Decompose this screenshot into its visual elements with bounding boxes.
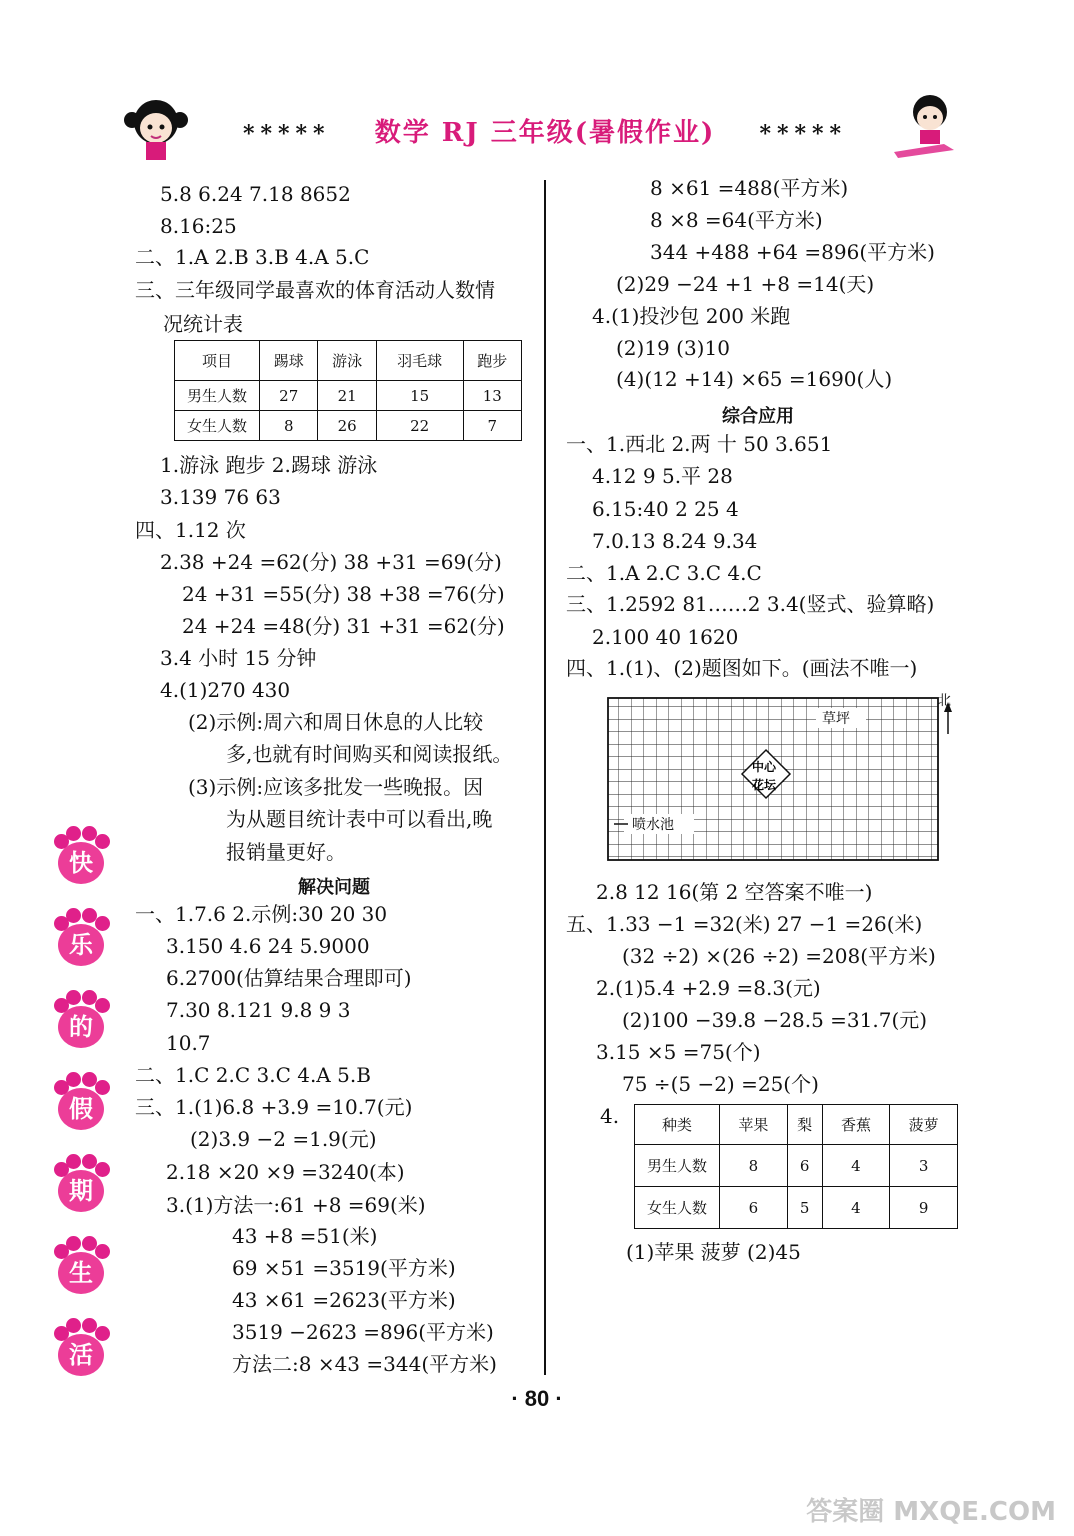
- watermark-text: 答案圈 MXQE.COM: [806, 1497, 1056, 1527]
- answer-line: 5.8 6.24 7.18 8652: [160, 182, 351, 206]
- table-cell: 22: [376, 411, 463, 441]
- answer-line: 24 +31 =55(分) 38 +38 =76(分): [182, 582, 505, 606]
- table-cell: 13: [463, 381, 521, 411]
- table-header-cell: 香蕉: [822, 1105, 890, 1145]
- answer-line: 1.游泳 跑步 2.踢球 游泳: [160, 453, 378, 477]
- page-number: · 80 ·: [511, 1386, 563, 1411]
- table-cell: 3: [890, 1145, 958, 1187]
- answer-line: 2.38 +24 =62(分) 38 +31 =69(分): [160, 550, 502, 574]
- answer-line: 二、1.A 2.C 3.C 4.C: [566, 561, 762, 585]
- table-cell: 9: [890, 1187, 958, 1229]
- paw-char: 假: [58, 1088, 104, 1130]
- table-header-cell: 项目: [175, 341, 260, 381]
- answer-line: 7.0.13 8.24 9.34: [592, 529, 758, 553]
- header-stars-right: *****: [759, 121, 848, 147]
- table-cell: 4: [822, 1145, 890, 1187]
- paw-char: 期: [58, 1170, 104, 1212]
- answer-line: 五、1.33 −1 =32(米) 27 −1 =26(米): [566, 912, 923, 936]
- table-cell: 女生人数: [635, 1187, 720, 1229]
- table-cell: 21: [318, 381, 376, 411]
- answer-line: 一、1.西北 2.两 十 50 3.651: [566, 432, 833, 456]
- table-cell: 女生人数: [175, 411, 260, 441]
- answer-line: (2)示例:周六和周日休息的人比较: [188, 710, 484, 734]
- header-title-row: [200, 112, 890, 149]
- paw-print-icon: [52, 1236, 112, 1298]
- paw-char: 生: [58, 1252, 104, 1294]
- table-header-cell: 跑步: [463, 341, 521, 381]
- map-label-flowerbed: 花坛: [752, 778, 777, 792]
- paw-char: 乐: [58, 924, 104, 966]
- answer-line: 43 +8 =51(米): [232, 1224, 378, 1248]
- answer-line: 报销量更好。: [226, 840, 346, 864]
- table-row: [635, 1187, 958, 1229]
- table-cell: 男生人数: [635, 1145, 720, 1187]
- answer-line: 4.(1)270 430: [160, 678, 291, 702]
- answer-line: 43 ×61 =2623(平方米): [232, 1288, 456, 1312]
- answer-line: (2)19 (3)10: [616, 336, 730, 360]
- answer-line: 344 +488 +64 =896(平方米): [650, 240, 935, 264]
- section-title-problem-solving: 解决问题: [298, 877, 370, 898]
- answer-line: 三、1.(1)6.8 +3.9 =10.7(元): [135, 1095, 413, 1119]
- table-row: [175, 411, 522, 441]
- answer-line: 二、1.A 2.B 3.B 4.A 5.C: [135, 245, 370, 269]
- answer-line: 3.(1)方法一:61 +8 =69(米): [166, 1193, 426, 1217]
- paw-print-icon: [52, 908, 112, 970]
- paw-char: 快: [58, 842, 104, 884]
- answer-line: (3)示例:应该多批发一些晚报。因: [188, 775, 484, 799]
- answer-line: 8.16:25: [160, 214, 237, 238]
- answer-line: (4)(12 +14) ×65 =1690(人): [616, 367, 893, 391]
- table-row: [635, 1145, 958, 1187]
- section-title-comprehensive: 综合应用: [722, 406, 794, 427]
- table-header-cell: 梨: [787, 1105, 822, 1145]
- answer-line: 69 ×51 =3519(平方米): [232, 1256, 456, 1280]
- answer-line: 3.4 小时 15 分钟: [160, 646, 317, 670]
- table-cell: 7: [463, 411, 521, 441]
- stats-table-fruits: [634, 1104, 958, 1229]
- answer-line: 三、三年级同学最喜欢的体育活动人数情: [135, 278, 495, 302]
- column-divider: [544, 180, 546, 1375]
- paw-print-icon: [52, 990, 112, 1052]
- answer-line: 2.100 40 1620: [592, 625, 739, 649]
- answer-line: 3519 −2623 =896(平方米): [232, 1320, 494, 1344]
- answer-line: 二、1.C 2.C 3.C 4.A 5.B: [135, 1063, 371, 1087]
- answer-line: 6.2700(估算结果合理即可): [166, 966, 412, 990]
- answer-line: 2.(1)5.4 +2.9 =8.3(元): [596, 976, 821, 1000]
- answer-line: 为从题目统计表中可以看出,晚: [226, 807, 493, 831]
- answer-line: 四、1.12 次: [135, 518, 246, 542]
- answer-line: 2.18 ×20 ×9 =3240(本): [166, 1160, 405, 1184]
- question-number: 4.: [600, 1104, 620, 1128]
- paw-print-icon: [52, 1072, 112, 1134]
- answer-line: 一、1.7.6 2.示例:30 20 30: [135, 902, 388, 926]
- table-cell: 15: [376, 381, 463, 411]
- answer-line: 8 ×61 =488(平方米): [650, 176, 849, 200]
- answer-line: 2.8 12 16(第 2 空答案不唯一): [596, 880, 873, 904]
- answer-line: 8 ×8 =64(平方米): [650, 208, 823, 232]
- answer-line: 三、1.2592 81……2 3.4(竖式、验算略): [566, 592, 935, 616]
- table-header-cell: 羽毛球: [376, 341, 463, 381]
- stats-table-sports: [174, 340, 522, 441]
- answer-line: (32 ÷2) ×(26 ÷2) =208(平方米): [622, 944, 936, 968]
- table-cell: 27: [260, 381, 318, 411]
- paw-print-icon: [52, 1154, 112, 1216]
- answer-line: (1)苹果 菠萝 (2)45: [626, 1240, 801, 1264]
- table-header-cell: 苹果: [720, 1105, 788, 1145]
- paw-print-icon: [52, 826, 112, 888]
- cartoon-girl-icon: [118, 94, 196, 164]
- answer-line: 3.15 ×5 =75(个): [596, 1040, 761, 1064]
- answer-line: 75 ÷(5 −2) =25(个): [622, 1072, 819, 1096]
- answer-line: 6.15:40 2 25 4: [592, 497, 739, 521]
- table-cell: 5: [787, 1187, 822, 1229]
- answer-line: 四、1.(1)、(2)题图如下。(画法不唯一): [566, 656, 918, 680]
- answer-line: 24 +24 =48(分) 31 +31 =62(分): [182, 614, 505, 638]
- answer-line: 10.7: [166, 1031, 211, 1055]
- table-cell: 6: [720, 1187, 788, 1229]
- table-cell: 8: [720, 1145, 788, 1187]
- watermark-logo: [806, 1491, 1056, 1528]
- map-label-grass: 草坪: [822, 711, 850, 727]
- table-header-cell: 游泳: [318, 341, 376, 381]
- header-title: 数学 RJ 三年级(暑假作业): [374, 118, 716, 148]
- answer-line: 方法二:8 ×43 =344(平方米): [232, 1352, 497, 1376]
- table-cell: 8: [260, 411, 318, 441]
- answer-line: 7.30 8.121 9.8 9 3: [166, 998, 351, 1022]
- table-header-cell: 菠萝: [890, 1105, 958, 1145]
- table-row: [175, 381, 522, 411]
- header-stars-left: *****: [242, 121, 331, 147]
- table-header-cell: 踢球: [260, 341, 318, 381]
- answer-line: (2)3.9 −2 =1.9(元): [190, 1127, 377, 1151]
- table-cell: 男生人数: [175, 381, 260, 411]
- table-cell: 6: [787, 1145, 822, 1187]
- cartoon-boy-icon: [884, 92, 960, 162]
- paw-char: 活: [58, 1334, 104, 1376]
- answer-line: 4.(1)投沙包 200 米跑: [592, 304, 791, 328]
- park-map-grid: [606, 694, 956, 864]
- answer-line: (2)100 −39.8 −28.5 =31.7(元): [622, 1008, 928, 1032]
- map-label-fountain: 喷水池: [632, 817, 674, 833]
- north-label: 北: [937, 693, 951, 709]
- answer-line: (2)29 −24 +1 +8 =14(天): [616, 272, 875, 296]
- table-cell: 4: [822, 1187, 890, 1229]
- map-label-center: 中心: [752, 760, 777, 774]
- answer-line: 3.150 4.6 24 5.9000: [166, 934, 370, 958]
- answer-line: 况统计表: [163, 312, 243, 336]
- paw-print-icon: [52, 1318, 112, 1380]
- answer-line: 多,也就有时间购买和阅读报纸。: [226, 742, 513, 766]
- table-cell: 26: [318, 411, 376, 441]
- answer-line: 4.12 9 5.平 28: [592, 464, 733, 488]
- answer-line: 3.139 76 63: [160, 485, 281, 509]
- table-header-cell: 种类: [635, 1105, 720, 1145]
- paw-char: 的: [58, 1006, 104, 1048]
